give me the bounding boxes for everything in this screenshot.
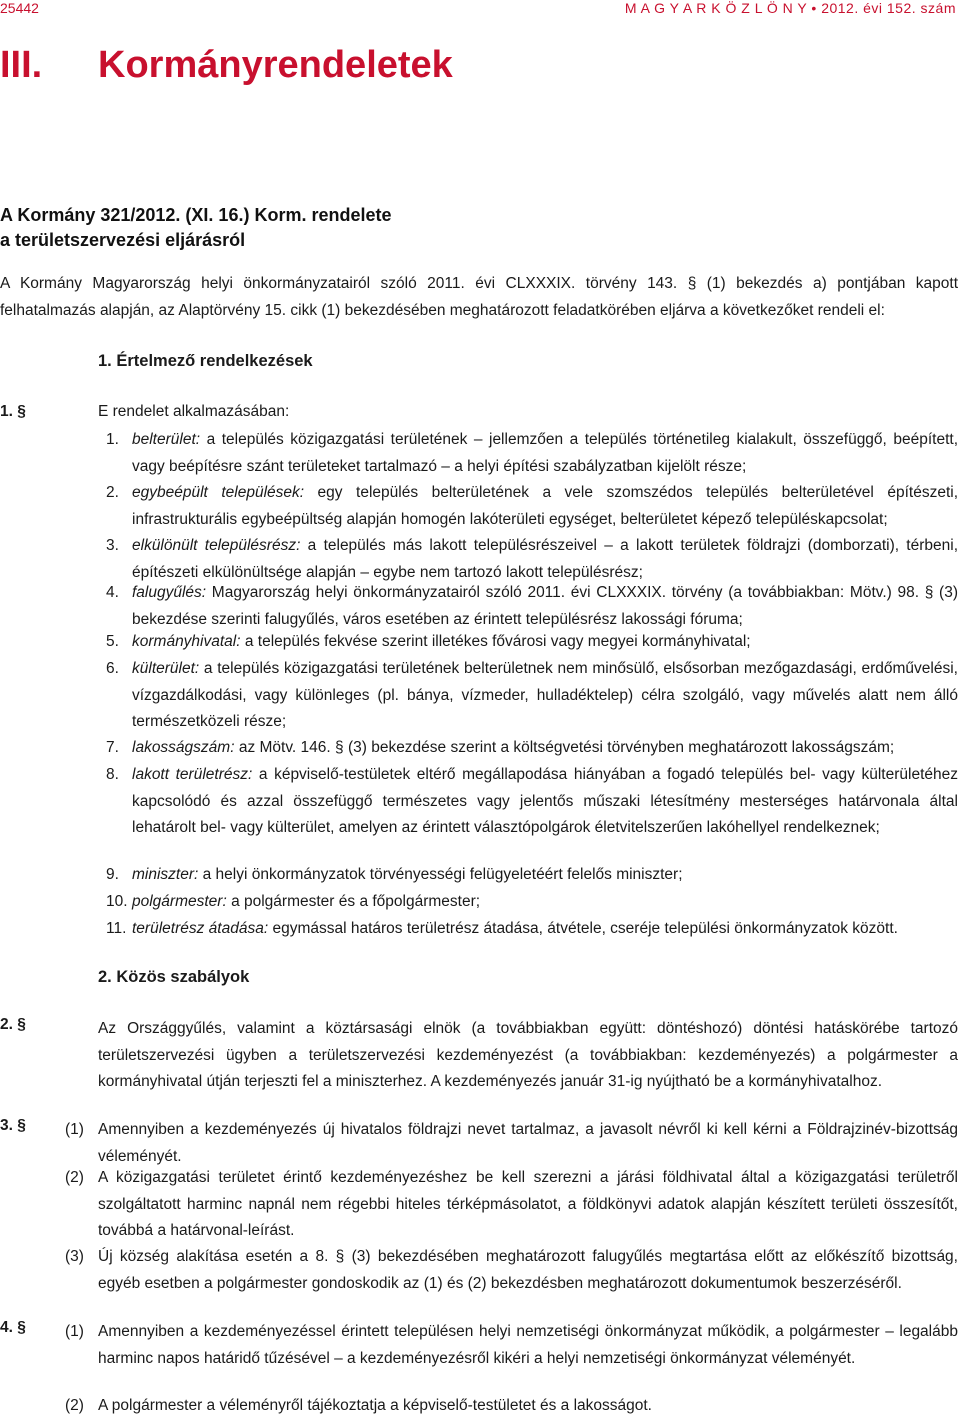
item-term: polgármester: <box>132 893 227 910</box>
item-term: lakosságszám: <box>132 739 235 756</box>
chapter-number: III. <box>0 44 43 86</box>
item-term: elkülönült településrész: <box>132 537 301 554</box>
item-number: 11. <box>106 920 127 937</box>
item-text: a helyi önkormányzatok törvényességi felügyeletéért felelős miniszter; <box>198 866 683 883</box>
item-term: falugyűlés: <box>132 584 207 601</box>
item-text: a polgármester és a főpolgármester; <box>226 893 481 910</box>
item-number: 6. <box>106 660 119 677</box>
item-text: a képviselő-testületek eltérő megállapodása hiányában a fogadó település bel- vagy külterületéhez kapcsolódó és azzal összefüggő természetes vagy jelentős műszaki létesítmény mesterséges határvonala által lehatárolt bel- vagy külterület, amelyen az érintett választópolgárok életvitelszerűen lakóhellyel rendelkeznek; <box>132 766 958 836</box>
publication-header: M A G Y A R K Ö Z L Ö N Y • 2012. évi 152. szám <box>624 0 956 16</box>
subsection-number: (1) <box>65 1121 84 1138</box>
paragraph-number-3: 3. § <box>0 1117 26 1134</box>
paragraph-number-4: 4. § <box>0 1319 26 1336</box>
subsection-text: Amennyiben a kezdeményezéssel érintett településen helyi nemzetiségi önkormányzat működik, a polgármester – legalább harminc napos határidő tűzésével – a kezdeményezésről kikéri a helyi nemzetiségi önkormányzat véleményét. <box>98 1323 958 1367</box>
definition-item <box>98 427 958 480</box>
definition-item <box>98 762 958 842</box>
definition-item <box>98 735 958 762</box>
item-text: a település fekvése szerint illetékes fővárosi vagy megyei kormányhivatal; <box>240 633 751 650</box>
subsection-text: Amennyiben a kezdeményezés új hivatalos földrajzi nevet tartalmaz, a javasolt névről ki kell kérni a Földrajzinév-bizottság véleményét. <box>98 1121 958 1165</box>
section-heading-1: 1. Értelmező rendelkezések <box>98 352 313 370</box>
definition-item <box>98 533 958 586</box>
definition-item <box>98 480 958 533</box>
item-number: 3. <box>106 537 119 554</box>
paragraph-intro: E rendelet alkalmazásában: <box>98 403 290 420</box>
definition-item <box>98 889 958 916</box>
regulation-title-line2: a területszervezési eljárásról <box>0 230 246 250</box>
item-number: 5. <box>106 633 119 650</box>
item-term: területrész átadása: <box>132 920 269 937</box>
subsection-text: A közigazgatási területet érintő kezdeményezéshez be kell szerezni a járási földhivatal által a közigazgatási területről szolgáltatott harminc napnál nem régebbi hiteles térképmásolatot, a földkönyvi adatok alapján készített területi összesítőt, továbbá a határvonal-leírást. <box>98 1169 958 1239</box>
item-number: 1. <box>106 431 119 448</box>
item-text: egymással határos területrész átadása, átvétele, cseréje települési önkormányzatok között. <box>268 920 898 937</box>
subsection-text: A polgármester a véleményről tájékoztatja a képviselő-testületet és a lakosságot. <box>98 1397 652 1414</box>
item-text: egy település belterületének a vele szomszédos település belterületével építészeti, infrastrukturális egybeépültség alapján homogén lakóterületi egységet, belterületet képező településkapcsolat; <box>132 484 958 528</box>
subsection <box>65 1165 958 1245</box>
subsection-text: Új község alakítása esetén a 8. § (3) bekezdésében meghatározott falugyűlés megtartása előtt az előkészítő bizottság, egyéb esetben a polgármester gondoskodik az (1) és (2) bekezdésben meghatározott dokumentumok beszerzéséről. <box>98 1248 958 1292</box>
item-number: 10. <box>106 893 128 910</box>
item-text: a település más lakott településrészeivel – a lakott területek földrajzi (domborzati), térbeni, építészeti elkülönültsége alapján – egybe nem tartozó lakott településrész; <box>132 537 959 581</box>
item-number: 7. <box>106 739 119 756</box>
subsection-number: (3) <box>65 1248 84 1265</box>
section-heading-2: 2. Közös szabályok <box>98 968 250 986</box>
definition-item <box>98 656 958 736</box>
definition-item <box>98 580 958 633</box>
item-term: külterület: <box>132 660 200 677</box>
subsection-number: (2) <box>65 1169 84 1186</box>
item-text: az Mötv. 146. § (3) bekezdése szerint a költségvetési törvényben meghatározott lakosságszám; <box>234 739 895 756</box>
item-number: 8. <box>106 766 119 783</box>
item-number: 9. <box>106 866 119 883</box>
item-number: 4. <box>106 584 119 601</box>
item-text: Magyarország helyi önkormányzatairól szóló 2011. évi CLXXXIX. törvény (a továbbiakban: Mötv.) 98. § (3) bekezdése szerinti falugyűlés, város esetében az érintett településrész lakossági fóruma; <box>132 584 958 628</box>
regulation-title <box>0 203 392 253</box>
definition-item <box>98 862 958 889</box>
item-term: kormányhivatal: <box>132 633 241 650</box>
definition-item <box>98 916 958 943</box>
regulation-title-line1: A Kormány 321/2012. (XI. 16.) Korm. rendelete <box>0 205 392 225</box>
page-number: 25442 <box>0 0 39 16</box>
subsection-number: (2) <box>65 1397 84 1414</box>
item-term: miniszter: <box>132 866 199 883</box>
subsection <box>65 1244 958 1297</box>
item-text: a település közigazgatási területének belterületnek nem minősülő, elsősorban mezőgazdasági, erdőművelési, vízgazdálkodási, vagy különleges (pl. bánya, vízmeder, hulladéktelep) célra szolgáló, vagy művelés alatt nem álló természetközeli része; <box>132 660 958 730</box>
paragraph-number-2: 2. § <box>0 1016 26 1033</box>
item-term: belterület: <box>132 431 201 448</box>
paragraph-2-text: Az Országgyűlés, valamint a köztársasági elnök (a továbbiakban együtt: döntéshozó) döntési hatáskörébe tartozó területszervezési ügyben a területszervezési kezdeményezést (a továbbiakban: kezdeményezés) a polgármester a kormányhivatal útján terjeszti fel a miniszterhez. A kezdeményezés január 31-ig nyújtható be a kormányhivatalhoz. <box>98 1020 958 1090</box>
subsection <box>65 1117 958 1170</box>
item-number: 2. <box>106 484 119 501</box>
item-term: egybeépült települések: <box>132 484 305 501</box>
subsection <box>65 1319 958 1372</box>
preamble: A Kormány Magyarország helyi önkormányzatairól szóló 2011. évi CLXXXIX. törvény 143. § (1) bekezdés a) pontjában kapott felhatalmazás alapján, az Alaptörvény 15. cikk (1) bekezdésében meghatározott feladatkörében eljárva a következőket rendeli el: <box>0 275 958 319</box>
chapter-title: Kormányrendeletek <box>98 44 453 86</box>
paragraph-number-1: 1. § <box>0 403 26 420</box>
subsection <box>65 1393 958 1420</box>
definition-item <box>98 629 958 656</box>
subsection-number: (1) <box>65 1323 84 1340</box>
item-term: lakott területrész: <box>132 766 253 783</box>
item-text: a település közigazgatási területének – jellemzően a település történetileg kialakult, összefüggő, beépített, vagy beépítésre szánt területeket tartalmazó – a helyi építési szabályzatban kijelölt része; <box>132 431 958 475</box>
